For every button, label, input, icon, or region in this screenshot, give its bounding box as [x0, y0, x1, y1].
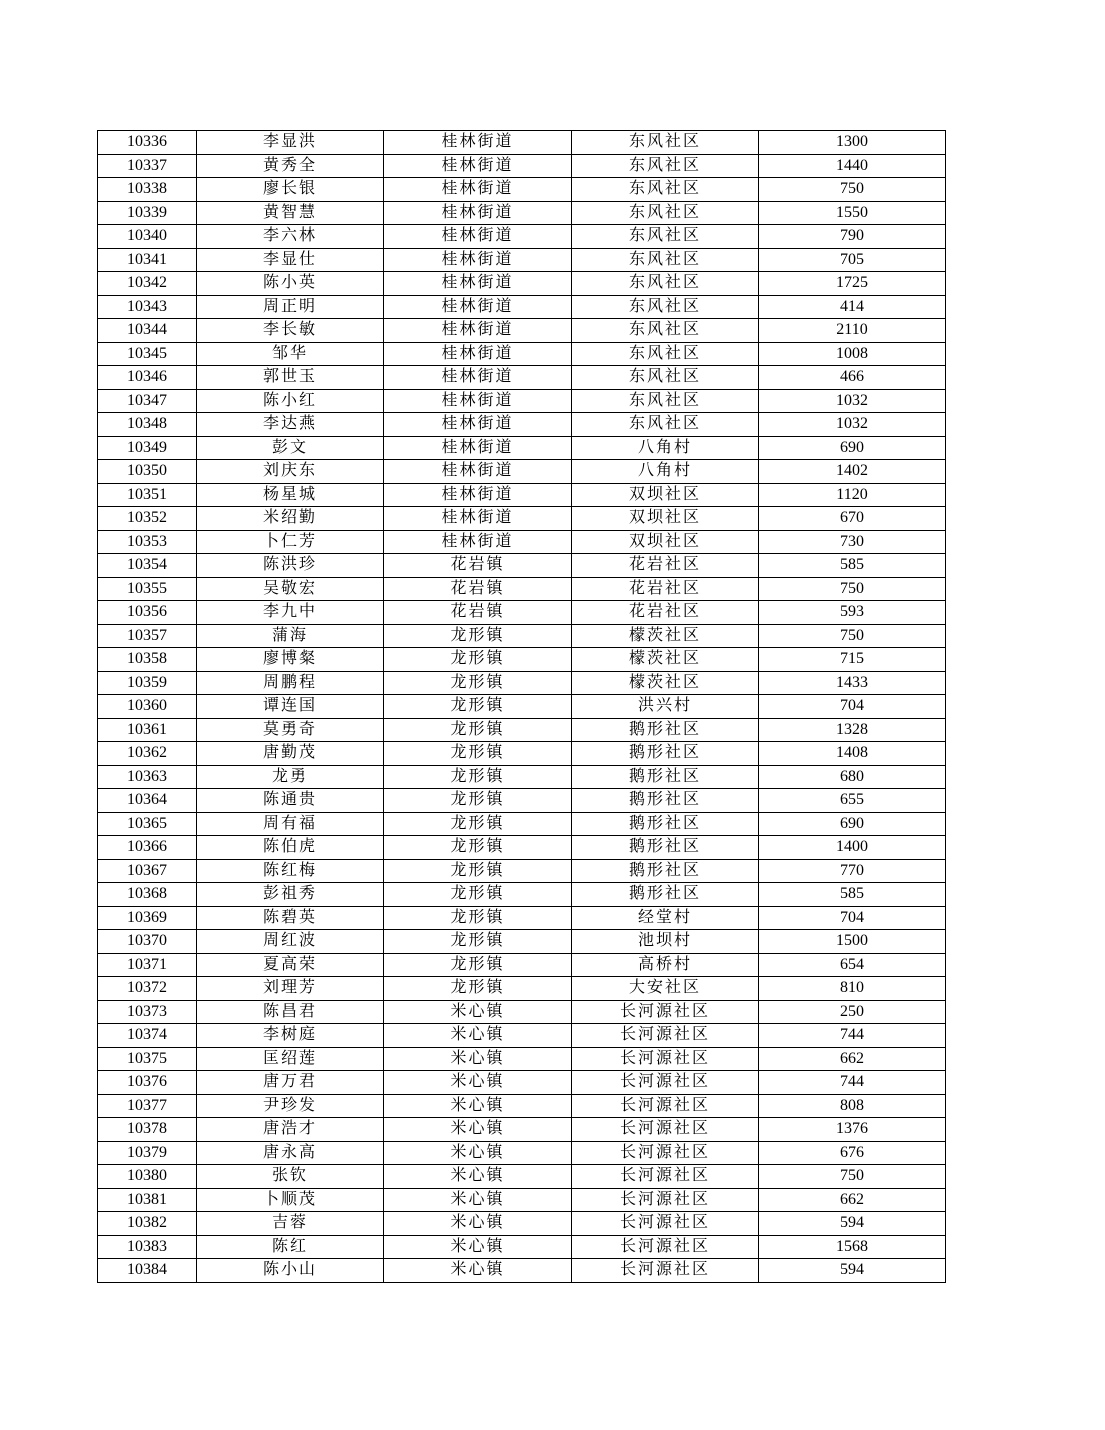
street-cell: 龙形镇: [384, 742, 572, 766]
amount-cell: 808: [759, 1094, 946, 1118]
table-row: [98, 1118, 946, 1142]
record-id-cell: 10367: [98, 859, 197, 883]
street-cell: 米心镇: [384, 1212, 572, 1236]
community-cell: 池坝村: [572, 930, 759, 954]
name-cell: 唐浩才: [197, 1118, 384, 1142]
street-cell: 桂林街道: [384, 248, 572, 272]
table-row: [98, 577, 946, 601]
table-row: [98, 836, 946, 860]
amount-cell: 1408: [759, 742, 946, 766]
amount-cell: 1433: [759, 671, 946, 695]
community-cell: 东风社区: [572, 154, 759, 178]
name-cell: 黄智慧: [197, 201, 384, 225]
amount-cell: 1440: [759, 154, 946, 178]
record-id-cell: 10349: [98, 436, 197, 460]
street-cell: 花岩镇: [384, 554, 572, 578]
record-id-cell: 10381: [98, 1188, 197, 1212]
street-cell: 米心镇: [384, 1259, 572, 1283]
street-cell: 龙形镇: [384, 671, 572, 695]
record-id-cell: 10378: [98, 1118, 197, 1142]
record-id-cell: 10380: [98, 1165, 197, 1189]
table-row: [98, 154, 946, 178]
table-row: [98, 319, 946, 343]
table-row: [98, 295, 946, 319]
community-cell: 鹅形社区: [572, 765, 759, 789]
record-id-cell: 10373: [98, 1000, 197, 1024]
table-row: [98, 413, 946, 437]
amount-cell: 585: [759, 883, 946, 907]
table-row: [98, 1071, 946, 1095]
street-cell: 龙形镇: [384, 930, 572, 954]
record-id-cell: 10337: [98, 154, 197, 178]
table-row: [98, 930, 946, 954]
name-cell: 吉蓉: [197, 1212, 384, 1236]
name-cell: 李显仕: [197, 248, 384, 272]
name-cell: 唐勤茂: [197, 742, 384, 766]
name-cell: 陈碧英: [197, 906, 384, 930]
record-id-cell: 10352: [98, 507, 197, 531]
table-row: [98, 765, 946, 789]
table-row: [98, 624, 946, 648]
name-cell: 陈小英: [197, 272, 384, 296]
name-cell: 陈伯虎: [197, 836, 384, 860]
street-cell: 米心镇: [384, 1000, 572, 1024]
name-cell: 周有福: [197, 812, 384, 836]
record-id-cell: 10365: [98, 812, 197, 836]
name-cell: 张钦: [197, 1165, 384, 1189]
community-cell: 长河源社区: [572, 1000, 759, 1024]
community-cell: 长河源社区: [572, 1118, 759, 1142]
street-cell: 桂林街道: [384, 436, 572, 460]
street-cell: 龙形镇: [384, 812, 572, 836]
table-row: [98, 1165, 946, 1189]
amount-cell: 655: [759, 789, 946, 813]
record-id-cell: 10354: [98, 554, 197, 578]
name-cell: 李六林: [197, 225, 384, 249]
street-cell: 桂林街道: [384, 366, 572, 390]
amount-cell: 730: [759, 530, 946, 554]
street-cell: 桂林街道: [384, 413, 572, 437]
record-id-cell: 10340: [98, 225, 197, 249]
street-cell: 桂林街道: [384, 460, 572, 484]
name-cell: 李显洪: [197, 131, 384, 155]
amount-cell: 750: [759, 178, 946, 202]
record-id-cell: 10376: [98, 1071, 197, 1095]
amount-cell: 1032: [759, 413, 946, 437]
table-row: [98, 1000, 946, 1024]
table-row: [98, 178, 946, 202]
table-row: [98, 906, 946, 930]
amount-cell: 705: [759, 248, 946, 272]
amount-cell: 790: [759, 225, 946, 249]
amount-cell: 670: [759, 507, 946, 531]
name-cell: 米绍勤: [197, 507, 384, 531]
record-id-cell: 10348: [98, 413, 197, 437]
table-row: [98, 812, 946, 836]
amount-cell: 250: [759, 1000, 946, 1024]
name-cell: 陈红梅: [197, 859, 384, 883]
community-cell: 东风社区: [572, 413, 759, 437]
community-cell: 长河源社区: [572, 1141, 759, 1165]
table-row: [98, 1259, 946, 1283]
record-id-cell: 10336: [98, 131, 197, 155]
data-table: [97, 130, 946, 1283]
record-id-cell: 10341: [98, 248, 197, 272]
street-cell: 米心镇: [384, 1188, 572, 1212]
community-cell: 东风社区: [572, 272, 759, 296]
amount-cell: 414: [759, 295, 946, 319]
record-id-cell: 10343: [98, 295, 197, 319]
amount-cell: 680: [759, 765, 946, 789]
table-row: [98, 742, 946, 766]
record-id-cell: 10374: [98, 1024, 197, 1048]
table-row: [98, 977, 946, 1001]
street-cell: 米心镇: [384, 1024, 572, 1048]
table-row: [98, 1188, 946, 1212]
table-row: [98, 342, 946, 366]
community-cell: 东风社区: [572, 342, 759, 366]
street-cell: 桂林街道: [384, 225, 572, 249]
amount-cell: 1376: [759, 1118, 946, 1142]
street-cell: 花岩镇: [384, 577, 572, 601]
table-row: [98, 225, 946, 249]
community-cell: 鹅形社区: [572, 718, 759, 742]
amount-cell: 593: [759, 601, 946, 625]
table-row: [98, 1235, 946, 1259]
table-row: [98, 436, 946, 460]
street-cell: 桂林街道: [384, 530, 572, 554]
community-cell: 长河源社区: [572, 1212, 759, 1236]
table-row: [98, 554, 946, 578]
street-cell: 米心镇: [384, 1094, 572, 1118]
amount-cell: 744: [759, 1024, 946, 1048]
name-cell: 郭世玉: [197, 366, 384, 390]
street-cell: 桂林街道: [384, 507, 572, 531]
table-body: [98, 131, 946, 1283]
name-cell: 彭文: [197, 436, 384, 460]
record-id-cell: 10346: [98, 366, 197, 390]
community-cell: 东风社区: [572, 389, 759, 413]
record-id-cell: 10350: [98, 460, 197, 484]
name-cell: 龙勇: [197, 765, 384, 789]
table-row: [98, 1141, 946, 1165]
table-row: [98, 648, 946, 672]
record-id-cell: 10344: [98, 319, 197, 343]
street-cell: 龙形镇: [384, 789, 572, 813]
amount-cell: 1500: [759, 930, 946, 954]
community-cell: 花岩社区: [572, 577, 759, 601]
street-cell: 桂林街道: [384, 295, 572, 319]
name-cell: 谭连国: [197, 695, 384, 719]
community-cell: 东风社区: [572, 248, 759, 272]
amount-cell: 1725: [759, 272, 946, 296]
amount-cell: 690: [759, 436, 946, 460]
table-row: [98, 1094, 946, 1118]
community-cell: 长河源社区: [572, 1235, 759, 1259]
street-cell: 龙形镇: [384, 883, 572, 907]
amount-cell: 690: [759, 812, 946, 836]
amount-cell: 770: [759, 859, 946, 883]
name-cell: 吴敬宏: [197, 577, 384, 601]
name-cell: 唐万君: [197, 1071, 384, 1095]
street-cell: 桂林街道: [384, 272, 572, 296]
community-cell: 大安社区: [572, 977, 759, 1001]
amount-cell: 662: [759, 1047, 946, 1071]
record-id-cell: 10363: [98, 765, 197, 789]
community-cell: 东风社区: [572, 131, 759, 155]
community-cell: 长河源社区: [572, 1094, 759, 1118]
table-row: [98, 530, 946, 554]
street-cell: 龙形镇: [384, 695, 572, 719]
name-cell: 陈通贵: [197, 789, 384, 813]
amount-cell: 585: [759, 554, 946, 578]
street-cell: 米心镇: [384, 1141, 572, 1165]
name-cell: 邹华: [197, 342, 384, 366]
street-cell: 桂林街道: [384, 201, 572, 225]
name-cell: 廖长银: [197, 178, 384, 202]
record-id-cell: 10382: [98, 1212, 197, 1236]
name-cell: 李树庭: [197, 1024, 384, 1048]
table-row: [98, 483, 946, 507]
community-cell: 花岩社区: [572, 601, 759, 625]
amount-cell: 1402: [759, 460, 946, 484]
amount-cell: 750: [759, 1165, 946, 1189]
record-id-cell: 10370: [98, 930, 197, 954]
name-cell: 周红波: [197, 930, 384, 954]
name-cell: 杨星城: [197, 483, 384, 507]
name-cell: 陈红: [197, 1235, 384, 1259]
name-cell: 周正明: [197, 295, 384, 319]
name-cell: 李达燕: [197, 413, 384, 437]
record-id-cell: 10379: [98, 1141, 197, 1165]
record-id-cell: 10347: [98, 389, 197, 413]
amount-cell: 1300: [759, 131, 946, 155]
amount-cell: 810: [759, 977, 946, 1001]
name-cell: 陈洪珍: [197, 554, 384, 578]
community-cell: 东风社区: [572, 319, 759, 343]
amount-cell: 750: [759, 577, 946, 601]
street-cell: 龙形镇: [384, 648, 572, 672]
street-cell: 龙形镇: [384, 859, 572, 883]
name-cell: 卜顺茂: [197, 1188, 384, 1212]
record-id-cell: 10371: [98, 953, 197, 977]
amount-cell: 676: [759, 1141, 946, 1165]
table-row: [98, 389, 946, 413]
community-cell: 双坝社区: [572, 483, 759, 507]
table-row: [98, 507, 946, 531]
street-cell: 桂林街道: [384, 178, 572, 202]
street-cell: 米心镇: [384, 1165, 572, 1189]
record-id-cell: 10338: [98, 178, 197, 202]
table-row: [98, 695, 946, 719]
community-cell: 洪兴村: [572, 695, 759, 719]
table-row: [98, 1212, 946, 1236]
street-cell: 米心镇: [384, 1047, 572, 1071]
street-cell: 米心镇: [384, 1235, 572, 1259]
name-cell: 陈小山: [197, 1259, 384, 1283]
community-cell: 檬茨社区: [572, 624, 759, 648]
community-cell: 鹅形社区: [572, 836, 759, 860]
street-cell: 米心镇: [384, 1118, 572, 1142]
name-cell: 周鹏程: [197, 671, 384, 695]
community-cell: 东风社区: [572, 201, 759, 225]
name-cell: 刘庆东: [197, 460, 384, 484]
table-row: [98, 131, 946, 155]
name-cell: 唐永高: [197, 1141, 384, 1165]
community-cell: 东风社区: [572, 366, 759, 390]
amount-cell: 704: [759, 695, 946, 719]
table-row: [98, 201, 946, 225]
name-cell: 黄秀全: [197, 154, 384, 178]
community-cell: 花岩社区: [572, 554, 759, 578]
record-id-cell: 10384: [98, 1259, 197, 1283]
record-id-cell: 10355: [98, 577, 197, 601]
community-cell: 高桥村: [572, 953, 759, 977]
name-cell: 彭祖秀: [197, 883, 384, 907]
community-cell: 长河源社区: [572, 1071, 759, 1095]
name-cell: 尹珍发: [197, 1094, 384, 1118]
record-id-cell: 10353: [98, 530, 197, 554]
table-row: [98, 248, 946, 272]
record-id-cell: 10357: [98, 624, 197, 648]
record-id-cell: 10339: [98, 201, 197, 225]
amount-cell: 1400: [759, 836, 946, 860]
street-cell: 桂林街道: [384, 319, 572, 343]
table-row: [98, 789, 946, 813]
record-id-cell: 10361: [98, 718, 197, 742]
street-cell: 桂林街道: [384, 131, 572, 155]
community-cell: 长河源社区: [572, 1188, 759, 1212]
amount-cell: 594: [759, 1212, 946, 1236]
community-cell: 东风社区: [572, 225, 759, 249]
name-cell: 莫勇奇: [197, 718, 384, 742]
street-cell: 龙形镇: [384, 977, 572, 1001]
community-cell: 长河源社区: [572, 1165, 759, 1189]
community-cell: 长河源社区: [572, 1024, 759, 1048]
street-cell: 桂林街道: [384, 483, 572, 507]
name-cell: 卜仁芳: [197, 530, 384, 554]
community-cell: 八角村: [572, 460, 759, 484]
record-id-cell: 10375: [98, 1047, 197, 1071]
table-row: [98, 883, 946, 907]
community-cell: 长河源社区: [572, 1259, 759, 1283]
community-cell: 鹅形社区: [572, 883, 759, 907]
community-cell: 檬茨社区: [572, 671, 759, 695]
amount-cell: 715: [759, 648, 946, 672]
street-cell: 桂林街道: [384, 389, 572, 413]
record-id-cell: 10359: [98, 671, 197, 695]
amount-cell: 704: [759, 906, 946, 930]
street-cell: 龙形镇: [384, 836, 572, 860]
record-id-cell: 10369: [98, 906, 197, 930]
community-cell: 东风社区: [572, 178, 759, 202]
street-cell: 米心镇: [384, 1071, 572, 1095]
table-row: [98, 601, 946, 625]
community-cell: 鹅形社区: [572, 789, 759, 813]
name-cell: 刘理芳: [197, 977, 384, 1001]
amount-cell: 1008: [759, 342, 946, 366]
name-cell: 匡绍莲: [197, 1047, 384, 1071]
table-row: [98, 953, 946, 977]
amount-cell: 662: [759, 1188, 946, 1212]
name-cell: 陈昌君: [197, 1000, 384, 1024]
community-cell: 鹅形社区: [572, 859, 759, 883]
table-row: [98, 1047, 946, 1071]
record-id-cell: 10351: [98, 483, 197, 507]
table-row: [98, 859, 946, 883]
street-cell: 桂林街道: [384, 154, 572, 178]
street-cell: 龙形镇: [384, 718, 572, 742]
street-cell: 花岩镇: [384, 601, 572, 625]
community-cell: 双坝社区: [572, 530, 759, 554]
record-id-cell: 10356: [98, 601, 197, 625]
table-row: [98, 272, 946, 296]
record-id-cell: 10360: [98, 695, 197, 719]
table-row: [98, 671, 946, 695]
amount-cell: 750: [759, 624, 946, 648]
community-cell: 檬茨社区: [572, 648, 759, 672]
amount-cell: 1568: [759, 1235, 946, 1259]
community-cell: 八角村: [572, 436, 759, 460]
amount-cell: 2110: [759, 319, 946, 343]
street-cell: 桂林街道: [384, 342, 572, 366]
record-id-cell: 10364: [98, 789, 197, 813]
record-id-cell: 10383: [98, 1235, 197, 1259]
name-cell: 陈小红: [197, 389, 384, 413]
name-cell: 夏高荣: [197, 953, 384, 977]
amount-cell: 466: [759, 366, 946, 390]
record-id-cell: 10377: [98, 1094, 197, 1118]
name-cell: 廖博粲: [197, 648, 384, 672]
community-cell: 长河源社区: [572, 1047, 759, 1071]
community-cell: 经堂村: [572, 906, 759, 930]
table-row: [98, 1024, 946, 1048]
table-row: [98, 718, 946, 742]
table-row: [98, 460, 946, 484]
record-id-cell: 10368: [98, 883, 197, 907]
community-cell: 鹅形社区: [572, 742, 759, 766]
amount-cell: 744: [759, 1071, 946, 1095]
amount-cell: 1550: [759, 201, 946, 225]
record-id-cell: 10342: [98, 272, 197, 296]
record-id-cell: 10358: [98, 648, 197, 672]
record-id-cell: 10345: [98, 342, 197, 366]
amount-cell: 654: [759, 953, 946, 977]
record-id-cell: 10366: [98, 836, 197, 860]
street-cell: 龙形镇: [384, 906, 572, 930]
community-cell: 双坝社区: [572, 507, 759, 531]
street-cell: 龙形镇: [384, 953, 572, 977]
name-cell: 李九中: [197, 601, 384, 625]
name-cell: 蒲海: [197, 624, 384, 648]
amount-cell: 1032: [759, 389, 946, 413]
community-cell: 鹅形社区: [572, 812, 759, 836]
street-cell: 龙形镇: [384, 765, 572, 789]
street-cell: 龙形镇: [384, 624, 572, 648]
amount-cell: 1328: [759, 718, 946, 742]
record-id-cell: 10362: [98, 742, 197, 766]
amount-cell: 594: [759, 1259, 946, 1283]
community-cell: 东风社区: [572, 295, 759, 319]
table-row: [98, 366, 946, 390]
amount-cell: 1120: [759, 483, 946, 507]
record-id-cell: 10372: [98, 977, 197, 1001]
name-cell: 李长敏: [197, 319, 384, 343]
